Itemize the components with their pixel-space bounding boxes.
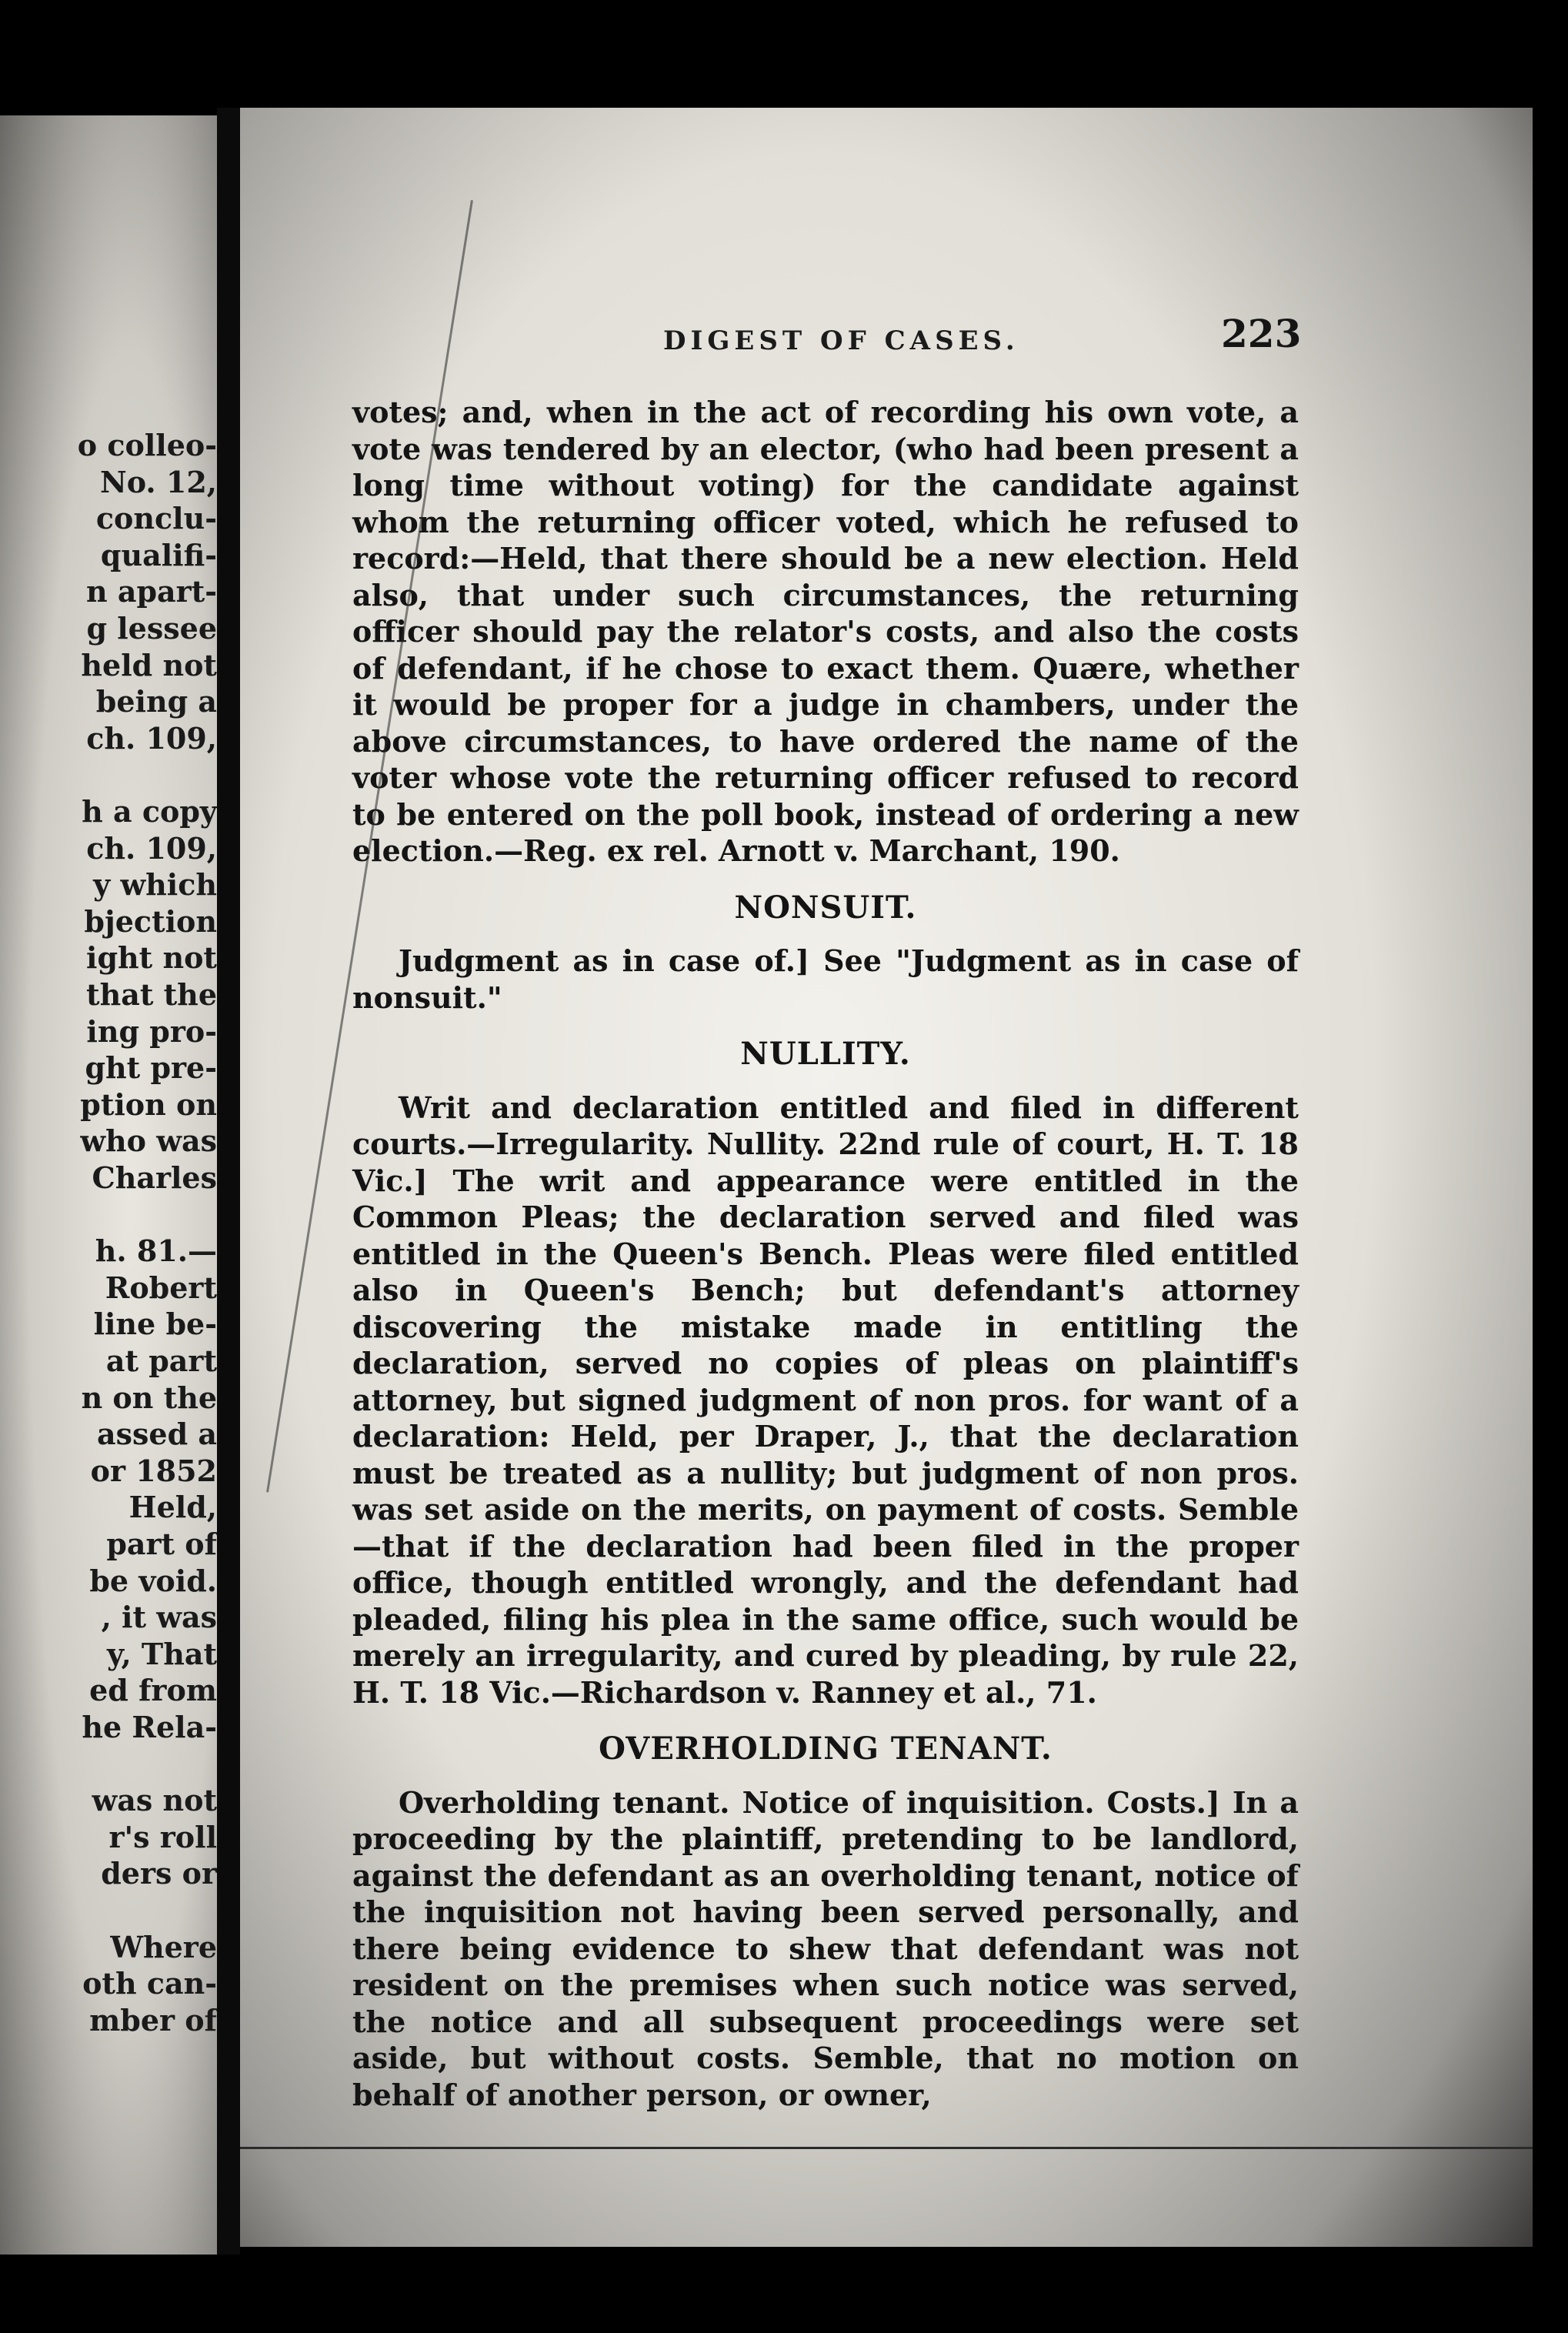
left-page-fragment: be void. <box>89 1563 217 1598</box>
left-page-fragment: line be- <box>93 1307 217 1342</box>
right-page <box>240 108 1533 2247</box>
left-page-fragment: h a copy <box>82 794 217 829</box>
left-page-fragment: ed from <box>89 1673 217 1708</box>
left-page-fragment: oth can- <box>82 1966 217 2001</box>
left-page-fragment: Robert <box>105 1270 217 1305</box>
left-page-fragment: Held, <box>128 1490 217 1525</box>
bottom-rule <box>240 2147 1533 2149</box>
left-page-fragment: g lessee <box>86 611 217 646</box>
left-page-fragment: being a <box>95 684 217 719</box>
left-page-fragment: who was <box>80 1123 217 1159</box>
paragraph-nonsuit: Judgment as in case of.] See "Judgment as in case of nonsuit." <box>352 943 1299 1015</box>
left-page-fragment: conclu- <box>95 501 217 536</box>
left-page-fragment: assed a <box>96 1417 217 1452</box>
left-page-fragment: ght pre- <box>85 1050 217 1086</box>
left-page-fragment: bjection <box>84 903 217 939</box>
left-page-fragment: n on the <box>81 1380 217 1415</box>
left-page <box>0 115 217 2255</box>
paragraph-overholding-tenant: Overholding tenant. Notice of inquisition. Costs.] In a proceeding by the plaintiff, pretending to be landlord, against the defendant as an overholding tenant, notice of the inquisition not having been served personally, and there being evidence to shew that defendant was not resident on the premises when such notice was served, the notice and all subsequent proceedings were set aside, but without costs. Semble, that no motion on behalf of another person, or owner, <box>352 1784 1299 2112</box>
left-page-fragment: was not <box>92 1783 217 1818</box>
paragraph-nullity: Writ and declaration entitled and filed in different courts.—Irregularity. Nullity. 22nd rule of court, H. T. 18 Vic.] The writ and appearance were entitled in the Common Pleas; the declaration served and filed was entitled in the Queen's Bench. Pleas were filed entitled also in Queen's Bench; but defendant's attorney discovering the mistake made in entitling the declaration, served no copies of pleas on plaintiff's attorney, but signed judgment of non pros. for want of a declaration: Held, per Draper, J., that the declaration must be treated as a nullity; but judgment of non pros. was set aside on the merits, on payment of costs. Semble—that if the declaration had been filed in the proper office, though entitled wrongly, and the defendant had pleaded, filing his plea in the same office, such would be merely an irregularity, and cured by pleading, by rule 22, H. T. 18 Vic.—Richardson v. Ranney et al., 71. <box>352 1090 1299 1710</box>
page-number: 223 <box>1221 311 1302 356</box>
left-page-fragment: y, That <box>107 1636 217 1671</box>
left-page-fragment: or 1852 <box>90 1453 217 1488</box>
left-page-fragment: that the <box>86 977 217 1012</box>
heading-nonsuit: NONSUIT. <box>734 889 917 926</box>
left-page-fragment: o colleo- <box>77 428 217 462</box>
left-page-fragment: No. 12, <box>100 464 217 499</box>
left-page-fragment: qualifi- <box>100 537 217 572</box>
left-page-fragment: h. 81.— <box>95 1233 217 1269</box>
left-page-fragment: at part <box>105 1343 217 1378</box>
book-gutter <box>217 108 240 2255</box>
left-page-fragment: y which <box>93 867 217 903</box>
left-page-fragment: ch. 109, <box>86 830 217 866</box>
digest-text <box>352 394 1299 2113</box>
left-page-fragment: ders or <box>101 1856 217 1891</box>
left-page-fragment: ch. 109, <box>86 720 217 756</box>
heading-nullity: NULLITY. <box>740 1036 911 1072</box>
left-page-fragment: r's roll <box>108 1819 217 1854</box>
heading-overholding-tenant: OVERHOLDING TENANT. <box>599 1731 1053 1767</box>
running-head: DIGEST OF CASES. <box>663 325 1019 356</box>
paragraph-votes: votes; and, when in the act of recording his own vote, a vote was tendered by an elector, (who had been present a long time without voting) for the candidate against whom the returning officer voted, which he refused to record:—Held, that there should be a new election. Held also, that under such circumstances, the returning officer should pay the relator's costs, and also the costs of defendant, if he chose to exact them. Quære, whether it would be proper for a judge in chambers, under the above circumstances, to have ordered the name of the voter whose vote the returning officer refused to record to be entered on the poll book, instead of ordering a new election.—Reg. ex rel. Arnott v. Marchant, 190. <box>352 395 1299 868</box>
left-page-fragment: mber of <box>89 2002 217 2038</box>
left-page-fragment: part of <box>106 1527 217 1561</box>
left-page-fragment: ing pro- <box>86 1013 217 1049</box>
left-page-fragment: ight not <box>86 940 217 976</box>
left-page-fragment: , it was <box>101 1600 217 1635</box>
left-page-fragment: ption on <box>80 1086 217 1122</box>
left-page-fragment: he Rela- <box>82 1710 217 1744</box>
left-page-fragment: held not <box>81 647 217 683</box>
left-page-fragment: Charles <box>92 1160 217 1195</box>
left-page-fragment: n apart- <box>85 574 217 609</box>
left-page-fragment: Where <box>110 1929 217 1964</box>
